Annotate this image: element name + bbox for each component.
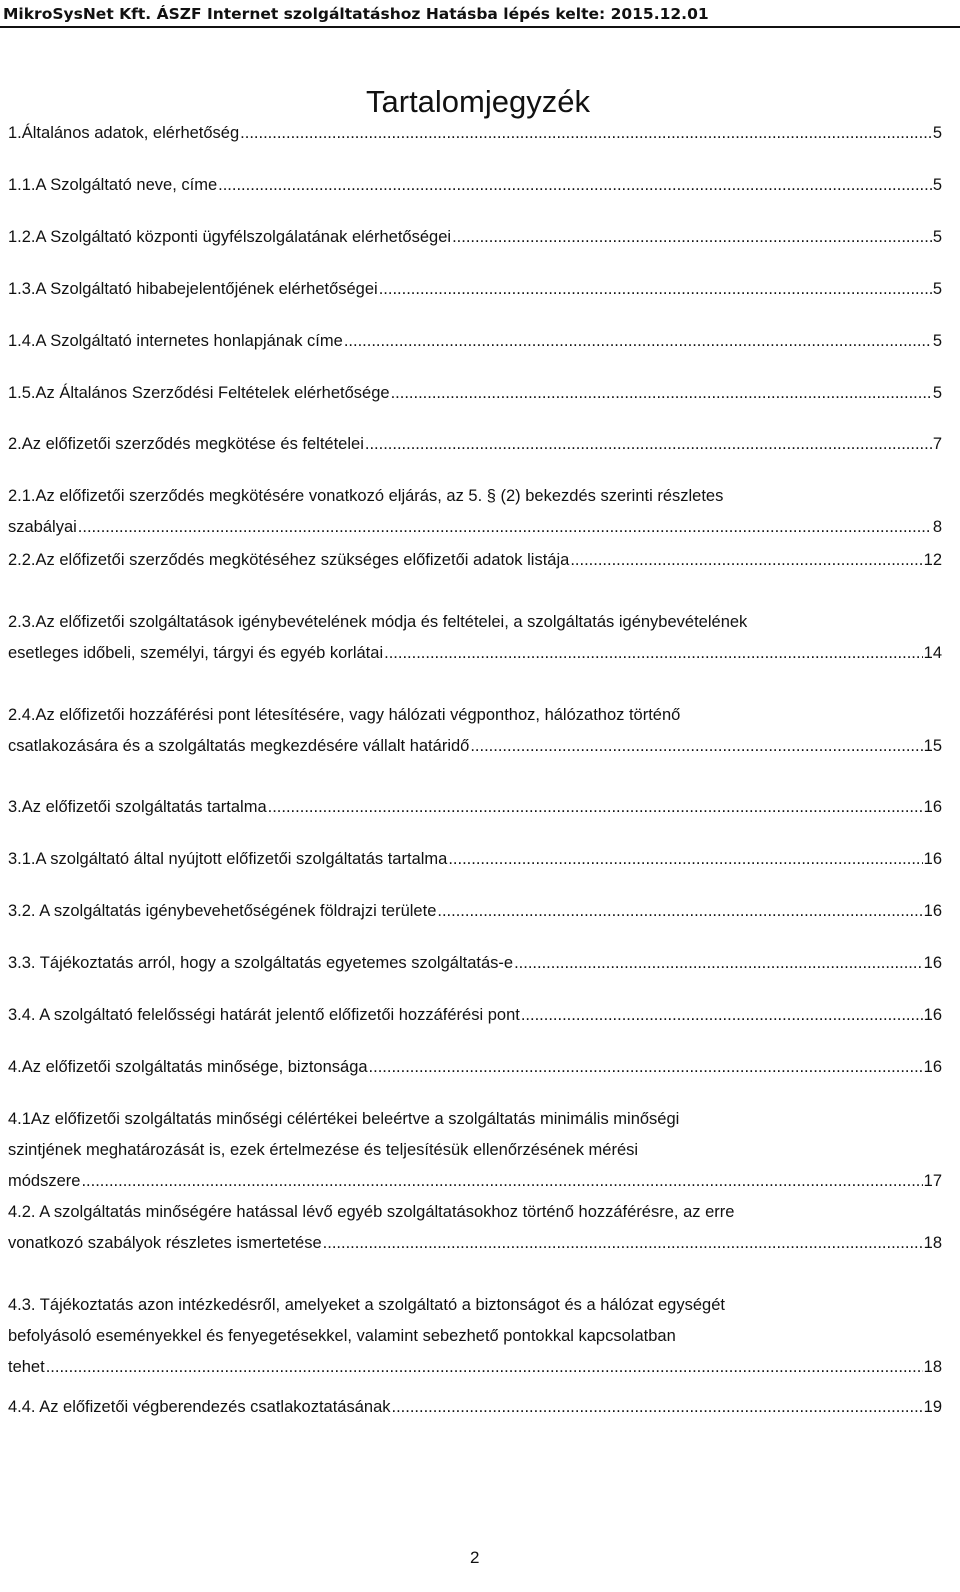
toc-entry-line (8, 118, 942, 149)
toc-entry-line (8, 545, 942, 576)
document-header: MikroSysNet Kft. ÁSZF Internet szolgáltatáshoz Hatásba lépés kelte: 2015.12.01 (0, 0, 960, 28)
dot-leader (514, 948, 923, 979)
dot-leader (392, 1392, 923, 1423)
dot-leader (379, 274, 932, 305)
toc-page-number: 12 (923, 551, 942, 569)
toc-page-number: 15 (923, 737, 942, 755)
toc-entry-text: 2.3.Az előfizetői szolgáltatások igénybevételének módja és feltételei, a szolgáltatás igénybevételének (8, 613, 748, 631)
toc-entry[interactable] (8, 1290, 942, 1383)
toc-page-number: 5 (932, 124, 942, 142)
toc-entry-text: 3.4. A szolgáltató felelősségi határát jelentő előfizetői hozzáférési pont (8, 1006, 520, 1024)
toc-entry-line (8, 1052, 942, 1083)
toc-entry-line (8, 274, 942, 305)
toc-entry[interactable] (8, 378, 942, 409)
toc-entry[interactable] (8, 545, 942, 576)
toc-page-number: 16 (923, 850, 942, 868)
toc-entry-text: 3.2. A szolgáltatás igénybevehetőségének földrajzi területe (8, 902, 437, 920)
toc-entry-line (8, 326, 942, 357)
toc-entry-text: 4.3. Tájékoztatás azon intézkedésről, amelyeket a szolgáltató a biztonságot és a hálózat egységét (8, 1296, 725, 1314)
toc-entry-text: 3.1.A szolgáltató által nyújtott előfizetői szolgáltatás tartalma (8, 850, 448, 868)
toc-entry-line (8, 512, 942, 543)
dot-leader (470, 731, 922, 762)
toc-entry-line (8, 638, 942, 669)
toc-page-number: 5 (932, 176, 942, 194)
toc-entry-text: 2.2.Az előfizetői szerződés megkötéséhez szükséges előfizetői adatok listája (8, 551, 570, 569)
toc-entry-text: 1.5.Az Általános Szerződési Feltételek elérhetősége (8, 384, 390, 402)
toc-page-number: 7 (932, 435, 942, 453)
dot-leader (240, 118, 932, 149)
toc-page-number: 14 (923, 644, 942, 662)
toc-page-number: 5 (932, 384, 942, 402)
toc-entry-text: 3.3. Tájékoztatás arról, hogy a szolgáltatás egyetemes szolgáltatás-e (8, 954, 514, 972)
toc-entry-text: 4.1Az előfizetői szolgáltatás minőségi célértékei beleértve a szolgáltatás minimális minőségi (8, 1110, 680, 1128)
toc-entry-text: 4.Az előfizetői szolgáltatás minősége, biztonsága (8, 1058, 368, 1076)
toc-entry[interactable] (8, 326, 942, 357)
toc-entry-text: 4.2. A szolgáltatás minőségére hatással lévő egyéb szolgáltatásokhoz történő hozzáférésre, az erre (8, 1203, 735, 1221)
toc-entry-line (8, 1352, 942, 1383)
dot-leader (437, 896, 922, 927)
toc-entry[interactable] (8, 1052, 942, 1083)
toc-entry-text: szabályai (8, 518, 77, 536)
toc-entry-line (8, 792, 942, 823)
toc-entry[interactable] (8, 792, 942, 823)
dot-leader (570, 545, 922, 576)
toc-entry-text: csatlakozására és a szolgáltatás megkezdésére vállalt határidő (8, 737, 470, 755)
toc-entry[interactable] (8, 222, 942, 253)
dot-leader (365, 429, 932, 460)
toc-entry-line (8, 896, 942, 927)
dot-leader (391, 378, 932, 409)
toc-page-number: 5 (932, 228, 942, 246)
toc-entry-line (8, 844, 942, 875)
dot-leader (448, 844, 922, 875)
dot-leader (78, 512, 932, 543)
toc-page-number: 16 (923, 798, 942, 816)
toc-entry-line (8, 170, 942, 201)
toc-entry[interactable] (8, 429, 942, 460)
toc-page-number: 16 (923, 954, 942, 972)
toc-entry-text: befolyásoló eseményekkel és fenyegetésekkel, valamint sebezhető pontokkal kapcsolatban (8, 1327, 676, 1345)
toc-entry-line (8, 1166, 942, 1197)
toc-entry-line (8, 948, 942, 979)
toc-page-number: 5 (932, 332, 942, 350)
toc-entry[interactable] (8, 1104, 942, 1197)
toc-entry-line (8, 1392, 942, 1423)
toc-page-number: 5 (932, 280, 942, 298)
toc-entry-line (8, 1228, 942, 1259)
toc-entry[interactable] (8, 1197, 942, 1259)
toc-entry-text: 1.4.A Szolgáltató internetes honlapjának címe (8, 332, 343, 350)
toc-entry[interactable] (8, 700, 942, 762)
toc-entry-text: tehet (8, 1358, 45, 1376)
toc-entry[interactable] (8, 896, 942, 927)
toc-entry[interactable] (8, 607, 942, 669)
toc-entry-text: 1.1.A Szolgáltató neve, címe (8, 176, 218, 194)
toc-entry-text: 2.Az előfizetői szerződés megkötése és feltételei (8, 435, 364, 453)
dot-leader (344, 326, 932, 357)
dot-leader (384, 638, 923, 669)
toc-page-number: 8 (932, 518, 942, 536)
toc-entry-text: 3.Az előfizetői szolgáltatás tartalma (8, 798, 267, 816)
toc-page-number: 18 (923, 1358, 942, 1376)
toc-entry[interactable] (8, 1392, 942, 1423)
toc-entry[interactable] (8, 274, 942, 305)
toc-entry-line (8, 1000, 942, 1031)
page-number: 2 (470, 1548, 480, 1567)
dot-leader (452, 222, 932, 253)
toc-entry-line (8, 222, 942, 253)
dot-leader (81, 1166, 922, 1197)
toc-page-number: 16 (923, 1058, 942, 1076)
toc-entry-text: szintjének meghatározását is, ezek értelmezése és teljesítésük ellenőrzésének mérési (8, 1141, 639, 1159)
toc-page-number: 16 (923, 902, 942, 920)
dot-leader (323, 1228, 923, 1259)
toc-entry[interactable] (8, 118, 942, 149)
toc-page-number: 19 (923, 1398, 942, 1416)
toc-entry-text: 2.4.Az előfizetői hozzáférési pont létesítésére, vagy hálózati végponthoz, hálózathoz történő (8, 706, 681, 724)
toc-entry-text: 1.Általános adatok, elérhetőség (8, 124, 240, 142)
toc-page-number: 16 (923, 1006, 942, 1024)
toc-page-number: 18 (923, 1234, 942, 1252)
toc-page-number: 17 (923, 1172, 942, 1190)
dot-leader (268, 792, 923, 823)
toc-entry-text: esetleges időbeli, személyi, tárgyi és egyéb korlátai (8, 644, 384, 662)
toc-entry-text: vonatkozó szabályok részletes ismertetése (8, 1234, 322, 1252)
toc-entry-line (8, 731, 942, 762)
toc-entry-text: 2.1.Az előfizetői szerződés megkötésére vonatkozó eljárás, az 5. § (2) bekezdés szerinti részletes (8, 487, 724, 505)
toc-entry-text: módszere (8, 1172, 81, 1190)
toc-entry-line (8, 429, 942, 460)
dot-leader (46, 1352, 923, 1383)
toc-entry[interactable] (8, 844, 942, 875)
toc-entry-text: 1.3.A Szolgáltató hibabejelentőjének elérhetőségei (8, 280, 378, 298)
dot-leader (218, 170, 932, 201)
dot-leader (369, 1052, 923, 1083)
dot-leader (521, 1000, 923, 1031)
toc-entry-text: 4.4. Az előfizetői végberendezés csatlakoztatásának (8, 1398, 391, 1416)
toc-entry-text: 1.2.A Szolgáltató központi ügyfélszolgálatának elérhetőségei (8, 228, 452, 246)
toc-entry[interactable] (8, 1000, 942, 1031)
page-title: Tartalomjegyzék (366, 84, 590, 119)
toc-entry[interactable] (8, 170, 942, 201)
toc-entry[interactable] (8, 481, 942, 543)
toc-entry-line (8, 378, 942, 409)
toc-entry[interactable] (8, 948, 942, 979)
